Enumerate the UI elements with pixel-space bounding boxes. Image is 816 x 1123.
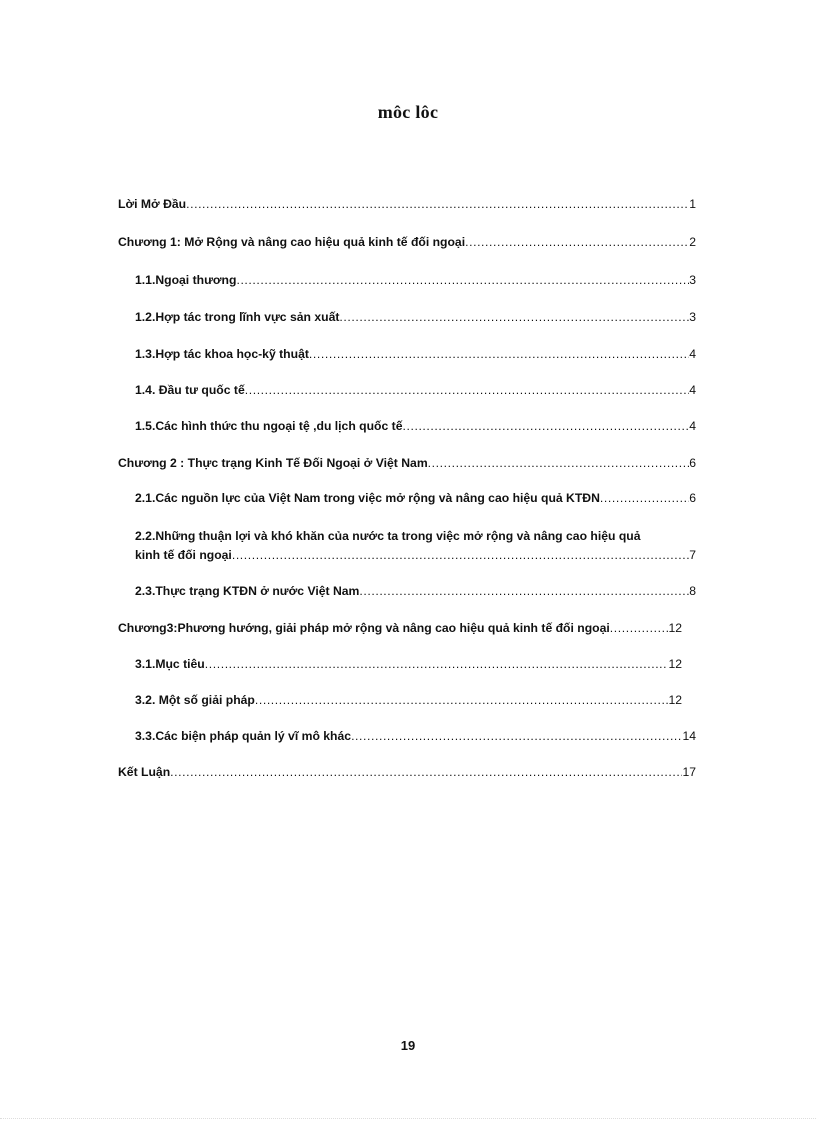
dot-leader (205, 656, 669, 672)
toc-entry[interactable] (118, 692, 682, 708)
page-bottom-border (0, 1118, 816, 1119)
toc-entry-page: 6 (689, 491, 696, 505)
toc-entry-page: 4 (689, 383, 696, 397)
toc-entry-title: 3.3.Các biện pháp quản lý vĩ mô khác (135, 729, 352, 743)
dot-leader (610, 620, 669, 636)
toc-entry-title: 3.1.Mục tiêu (135, 657, 205, 671)
toc-entry-page: 14 (682, 729, 696, 743)
toc-entry-title: 1.5.Các hình thức thu ngoại tệ ,du lịch quốc tế (135, 419, 403, 433)
toc-entry-page: 6 (689, 456, 696, 470)
toc-entry-page: 4 (689, 347, 696, 361)
toc-entry-title-line1: 2.2.Những thuận lợi và khó khăn của nước ta trong việc mở rộng và nâng cao hiệu quả (135, 529, 641, 543)
toc-entry[interactable] (118, 656, 682, 672)
dot-leader (403, 418, 690, 434)
toc-entry[interactable] (118, 620, 682, 636)
toc-entry[interactable] (118, 764, 696, 780)
toc-entry-page: 4 (689, 419, 696, 433)
toc-entry-page: 12 (668, 693, 682, 707)
dot-leader (465, 234, 689, 250)
toc-entry-page: 12 (668, 657, 682, 671)
page-number: 19 (400, 1038, 416, 1053)
toc-entry-title: Chương 2 : Thực trạng Kinh Tế Đối Ngoại ở Việt Nam (118, 456, 428, 470)
toc-entry[interactable] (118, 234, 696, 250)
toc-entry-page: 12 (668, 621, 682, 635)
toc-entry-page: 17 (682, 765, 696, 779)
toc-entry[interactable] (118, 490, 696, 506)
dot-leader (232, 547, 689, 563)
toc-entry-page: 3 (689, 273, 696, 287)
toc-entry[interactable] (118, 346, 696, 362)
toc-entry-page: 1 (689, 197, 696, 211)
dot-leader (186, 196, 689, 212)
toc-entry-title: 1.4. Đầu tư quốc tế (135, 383, 245, 397)
toc-entry[interactable] (118, 196, 696, 212)
toc-entry-title: 1.1.Ngoại thương (135, 273, 237, 287)
toc-entry-title: Chương 1: Mở Rộng và nâng cao hiệu quả kinh tế đối ngoại (118, 235, 466, 249)
toc-entry[interactable] (118, 728, 696, 744)
page-title: môc lôc (377, 102, 439, 122)
dot-leader (359, 583, 689, 599)
dot-leader (351, 728, 682, 744)
dot-leader (428, 455, 690, 471)
toc-entry-page: 3 (689, 310, 696, 324)
dot-leader (170, 764, 682, 780)
toc-entry-page: 7 (689, 548, 696, 562)
toc-entry-title: Lời Mở Đầu (118, 197, 187, 211)
dot-leader (255, 692, 669, 708)
toc-entry-title: Chương3:Phương hướng, giải pháp mở rộng và nâng cao hiệu quả kinh tế đối ngoại (118, 621, 610, 635)
toc-entry-title: 3.2. Một số giải pháp (135, 693, 255, 707)
toc-entry-title: 2.1.Các nguồn lực của Việt Nam trong việc mở rộng và nâng cao hiệu quả KTĐN (135, 491, 600, 505)
toc-entry[interactable] (118, 418, 696, 434)
toc-entry-page: 2 (689, 235, 696, 249)
toc-entry-title-line2: kinh tế đối ngoại (135, 548, 232, 562)
toc-entry[interactable] (118, 455, 696, 471)
toc-entry-title: 1.3.Hợp tác khoa học-kỹ thuật (135, 347, 309, 361)
dot-leader (309, 346, 689, 362)
toc-entry[interactable] (118, 272, 696, 288)
toc-entry-title: Kết Luận (118, 765, 171, 779)
toc-entry[interactable] (118, 382, 696, 398)
toc-entry-title: 2.3.Thực trạng KTĐN ở nước Việt Nam (135, 584, 360, 598)
dot-leader (339, 309, 689, 325)
toc-entry-title: 1.2.Hợp tác trong lĩnh vực sản xuất (135, 310, 340, 324)
toc-entry[interactable] (118, 583, 696, 599)
dot-leader (600, 490, 689, 506)
dot-leader (245, 382, 689, 398)
toc-entry[interactable] (118, 309, 696, 325)
dot-leader (236, 272, 689, 288)
toc-entry-page: 8 (689, 584, 696, 598)
toc-entry[interactable] (118, 526, 696, 563)
